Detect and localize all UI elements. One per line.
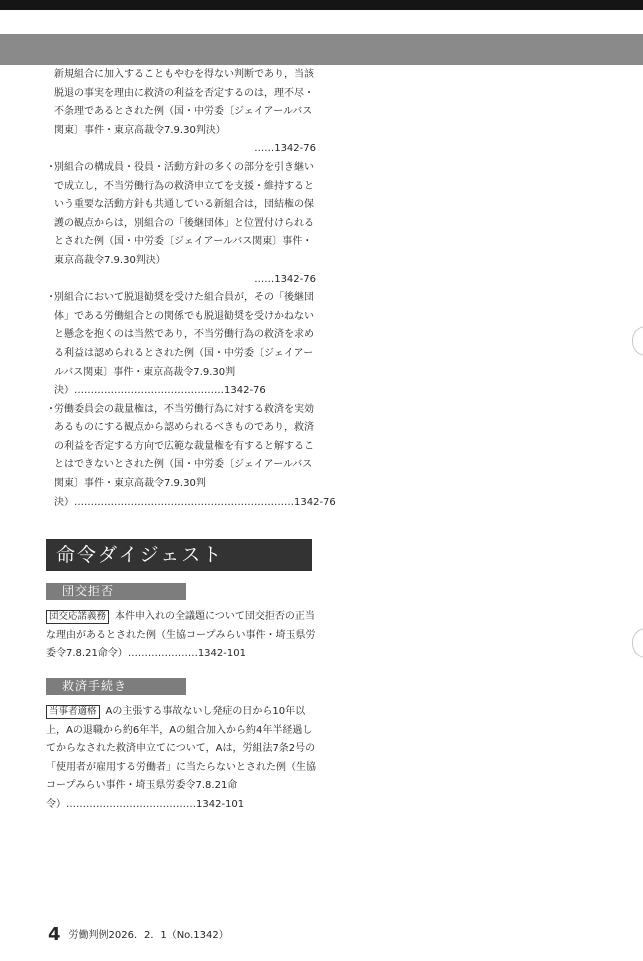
paragraph-text: 新規組合に加入することもやむを得ない判断であり，当該脱退の事実を理由に救済の利益を否定するのは，理不尽・不条理であるとされた例（国・中労委〔ジェイアールバス関東〕事件・東京高裁令7.9.30判決） — [54, 69, 314, 136]
page-reference: ……1342-76 — [254, 273, 316, 285]
page-footer — [48, 925, 229, 946]
digest-item-kyusai — [46, 703, 316, 815]
bullet-mark: ・ — [46, 161, 56, 173]
page-reference: …………………1342-101 — [127, 648, 246, 660]
bullet-mark: ・ — [46, 403, 56, 415]
keyword-tag: 団交応諾義務 — [46, 610, 109, 624]
binding-mark-lower — [632, 628, 643, 658]
bullet-paragraph-3 — [46, 401, 336, 513]
header-band — [0, 34, 643, 65]
section-title: 命令ダイジェスト — [46, 539, 312, 571]
subsection-heading-kyusai: 救済手続き — [46, 678, 186, 695]
paragraph-text: 別組合の構成員・役員・活動方針の多くの部分を引き継いで成立し，不当労働行為の救済申立てを支援・維持するという重要な活動方針も共通している新組合は，団結権の保護の観点からは，別組合の「後継団体」と位置付けられるとされた例（国・中労委〔ジェイアールバス関東〕事件・東京高裁令7.9.30判決） — [54, 161, 314, 266]
page-reference: …………………………………………………………1342-76 — [74, 496, 336, 508]
digest-item-dankou — [46, 608, 316, 664]
page-reference: ……1342-76 — [254, 143, 316, 155]
bullet-paragraph-1 — [46, 159, 316, 289]
paragraph-text: 別組合において脱退勧奨を受けた組合員が，その「後継団体」である労働組合との関係でも脱退勧奨を受けかねないと懸念を抱くのは当然であり，不当労働行為の救済を求める利益は認められるとされた例（国・中労委〔ジェイアールバス関東〕事件・東京高裁令7.9.30判決） — [54, 292, 314, 397]
bullet-paragraph-2 — [46, 289, 316, 401]
top-black-bar — [0, 0, 643, 10]
subsection-heading-dankou: 団交拒否 — [46, 583, 186, 600]
binding-mark-upper — [632, 326, 643, 356]
page-reference: ………………………………………1342-76 — [74, 385, 266, 397]
keyword-tag: 当事者適格 — [46, 705, 100, 719]
text-column — [46, 66, 336, 815]
page-number: 4 — [48, 924, 61, 945]
bullet-mark: ・ — [46, 292, 56, 304]
paragraph-0 — [46, 66, 316, 159]
journal-citation: 労働判例2026．2．1（No.1342） — [68, 930, 229, 941]
paragraph-text: 労働委員会の裁量権は，不当労働行為に対する救済を実効あるものにする観点から認められるべきものであり，救済の利益を否定する方向で広範な裁量権を有すると解することはできないとされた例（国・中労委〔ジェイアールバス関東〕事件・東京高裁令7.9.30判決） — [54, 403, 314, 508]
digest-text: 本件申入れの全議題について団交拒否の正当な理由があるとされた例（生協コープみらい事件・埼玉県労委令7.8.21命令） — [46, 611, 316, 660]
digest-text: Aの主張する事故ないし発症の日から10年以上，Aの退職から約6年半，Aの組合加入から約4年半経過してからなされた救済申立てについて，Aは，労組法7条2号の「使用者が雇用する労働者」に当たらないとされた例（生協コープみらい事件・埼玉県労委令7.8.21命令） — [46, 706, 316, 810]
page-reference: …………………………………1342-101 — [66, 799, 245, 810]
